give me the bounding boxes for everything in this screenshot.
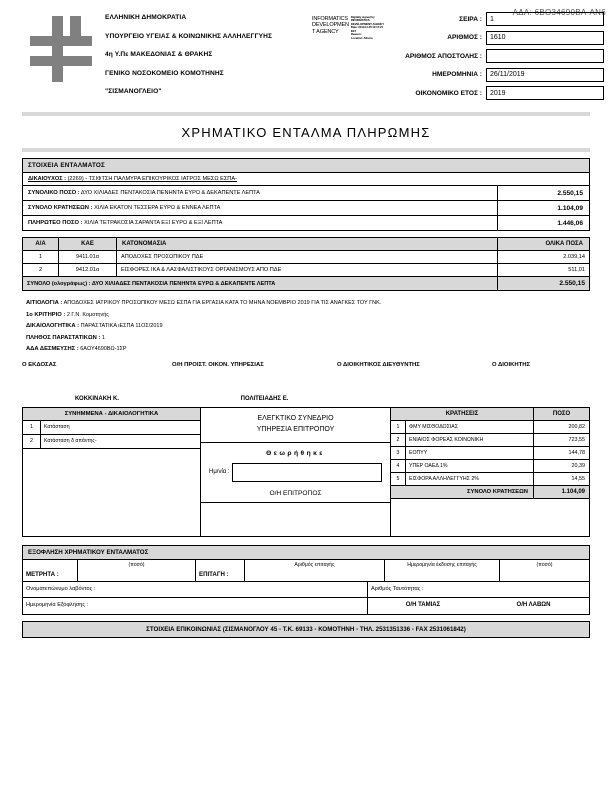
- kratiseis-panel: [391, 408, 589, 536]
- field-imerominia-value[interactable]: 26/11/2019: [486, 68, 604, 82]
- attachment-text-1: Κατάσταση: [44, 424, 70, 430]
- stamp-line-2: DEVELOPMEN: [312, 22, 349, 29]
- ada-desmefsis-value: 6ΑΩΥ4690ΒΩ-1ΣΡ: [80, 346, 127, 352]
- title-rule-bottom: [22, 148, 590, 152]
- aitiologia-row: [26, 300, 586, 306]
- bottom-three-column-section: [22, 407, 590, 537]
- kae-col-amount: ΟΛΙΚΑ ΠΟΣΑ: [498, 238, 590, 251]
- table-row: [391, 421, 589, 434]
- stamp-detail-4: Date: 2019.11.26 12:17:21: [350, 25, 384, 30]
- kratisi-name-2: ΕΝΙΑΙΟΣ ΦΟΡΕΑΣ ΚΟΙΝΩΝΙΚΗ: [409, 437, 484, 443]
- plithos-label: ΠΛΗΘΟΣ ΠΑΡΑΣΤΑΤΙΚΩΝ :: [26, 334, 101, 341]
- dikaiologitika-value: ΠΑΡΑΣΤΑΤΙΚΑ ιΕΣΠΑ 11ΟΣ/2019: [80, 323, 163, 329]
- signature-title-governor: Ο ΔΙΟΙΚΗΤΗΣ: [492, 362, 530, 368]
- total-amount-label: ΣΥΝΟΛΙΚΟ ΠΟΣΟ :: [28, 189, 80, 196]
- beneficiary-value: (2269) - ΤΣΙΦΤΣΗ ΠΑΛΜΥΡΑ ΕΠΙΚΟΥΡΙΚΟΣ ΙΑΤΡΟΣ ΜΕΣΩ ΕΣΠΑ-: [67, 176, 237, 182]
- cashier-signature-label: Ο/Η ΤΑΜΙΑΣ: [405, 602, 441, 608]
- court-title-line2: ΥΠΗΡΕΣΙΑ ΕΠΙΤΡΟΠΟΥ: [256, 425, 335, 433]
- dikaiologitika-row: [26, 323, 586, 329]
- kae-col-desc: ΚΑΤΟΝΟΜΑΣΙΑ: [117, 238, 498, 251]
- kratisi-index-1: 1: [391, 421, 406, 433]
- kratiseis-header-row: [391, 408, 589, 421]
- payable-amount-row: [23, 216, 589, 230]
- field-oikonomiko-etos-value[interactable]: 2019: [486, 86, 604, 100]
- court-title: [201, 408, 390, 443]
- kritirio-label: 1ο ΚΡΙΤΗΡΙΟ :: [26, 311, 66, 318]
- cash-amount-field[interactable]: (ποσό): [78, 560, 196, 581]
- court-date-input[interactable]: [232, 463, 382, 482]
- settlement-header: ΕΞΟΦΛΗΣΗ ΧΡΗΜΑΤΙΚΟΥ ΕΝΤΑΛΜΑΤΟΣ: [23, 546, 589, 560]
- recipient-id-field[interactable]: Αριθμός Ταυτότητας :: [371, 586, 424, 592]
- receiver-signature-label: Ο/Η ΛΑΒΩΝ: [516, 602, 551, 608]
- kae-row2-amount: 511,01: [498, 264, 590, 277]
- reasons-block: [26, 300, 586, 352]
- field-arithmos-value[interactable]: 1610: [486, 31, 604, 45]
- kae-row2-desc: ΕΙΣΦΟΡΕΣ ΙΚΑ & ΛΑΣΦΑΛΙΣΤΙΚΟΥΣ ΟΡΓΑΝΙΣΜΟΥΣ ΑΠΟ ΠΔΕ: [117, 264, 498, 277]
- greek-flag-emblem-icon: [30, 16, 92, 82]
- stamp-detail-6: Reason:: [350, 32, 362, 37]
- kratisi-index-2: 2: [391, 434, 406, 446]
- field-oikonomiko-etos: [344, 86, 604, 101]
- total-amount-words: ΔΥΟ ΧΙΛΙΑΔΕΣ ΠΕΝΤΑΚΟΣΙΑ ΠΕΝΗΝΤΑ ΕΥΡΩ & ΔΕΚΑΠΕΝΤΕ ΛΕΠΤΑ: [80, 189, 260, 196]
- ada-label: ΑΔΑ:: [512, 8, 533, 17]
- field-arithmos-apostolis: [344, 49, 604, 64]
- stamp-detail-7: Location: Athens: [350, 35, 373, 40]
- table-row: [391, 473, 589, 486]
- settlement-recipient-row: [23, 582, 589, 598]
- aitiologia-label: ΑΙΤΙΟΛΟΓΙΑ :: [26, 300, 63, 306]
- stamp-detail-1: Digitally signed by: [350, 15, 375, 19]
- payable-amount-value: 1.446,06: [497, 216, 589, 230]
- kratiseis-col-name: ΚΡΑΤΗΣΕΙΣ: [445, 411, 479, 417]
- entalma-section-header: ΣΤΟΙΧΕΙΑ ΕΝΤΑΛΜΑΤΟΣ: [23, 159, 589, 173]
- ada-desmefsis-row: [26, 346, 586, 352]
- kratisi-amount-4: 20,39: [533, 460, 589, 472]
- kratisi-index-5: 5: [391, 473, 406, 485]
- list-item: [23, 435, 200, 449]
- kritirio-row: [26, 312, 586, 318]
- plithos-row: [26, 335, 586, 341]
- cheque-date-field[interactable]: Ημερομηνία έκδοσης επιταγής: [385, 560, 500, 581]
- table-row: [391, 447, 589, 460]
- payable-amount-words: ΧΙΛΙΑ ΤΕΤΡΑΚΟΣΙΑ ΣΑΡΑΝΤΑ ΕΞΙ ΕΥΡΩ & ΕΞΙ ΛΕΠΤΑ: [84, 219, 223, 226]
- attachment-index-1: 1: [23, 421, 41, 434]
- kratiseis-total-label: ΣΥΝΟΛΟ ΚΡΑΤΗΣΕΩΝ: [467, 489, 528, 495]
- stamp-line-1: INFORMATICS: [312, 16, 348, 22]
- beneficiary-row: [23, 173, 589, 186]
- stamp-detail-5: EET: [350, 28, 357, 33]
- plithos-value: 1: [101, 334, 105, 341]
- kae-col-aa: Α/Α: [23, 238, 59, 251]
- court-date-label: Ημ/νία :: [209, 469, 230, 476]
- deductions-total-value: 1.104,09: [497, 201, 589, 215]
- cheque-label: ΕΠΙΤΑΓΗ :: [196, 560, 245, 581]
- field-oikonomiko-etos-label: ΟΙΚΟΝΟΜΙΚΟ ΕΤΟΣ :: [415, 89, 482, 97]
- total-amount-row: [23, 186, 589, 201]
- field-imerominia-label: ΗΜΕΡΟΜΗΝΙΑ :: [432, 71, 482, 79]
- kratisi-index-3: 3: [391, 447, 406, 459]
- kae-row1-code: 9411.01α: [59, 251, 117, 264]
- aitiologia-value: ΑΠΟΔΟΧΕΣ ΙΑΤΡΙΚΟΥ ΠΡΟΣΩΠΙΚΟΥ ΜΕΣΩ ΕΣΠΑ ΓΙΑ ΕΡΓΑΣΙΑ ΚΑΤΑ ΤΟ ΜΗΝΑ ΝΟΕΜΒΡΙΟ 2019 ΓΙΑ ΤΙΣ ΑΝΑΓΚΕΣ ΤΟΥ ΓΝΚ.: [63, 300, 382, 306]
- deductions-total-row: [23, 201, 589, 216]
- signature-names-row: [22, 396, 590, 402]
- kratisi-name-5: ΕΙΣΦΟΡΑ ΑΛΛΗΛΕΓΓΥΗΣ 2%: [409, 476, 479, 482]
- entalma-panel: [22, 158, 590, 231]
- attachments-blank-area: [23, 449, 200, 536]
- org-line-1: ΕΛΛΗΝΙΚΗ ΔΗΜΟΚΡΑΤΙΑ: [105, 14, 187, 21]
- org-line-2: ΥΠΟΥΡΓΕΙΟ ΥΓΕΙΑΣ & ΚΟΙΝΩΝΙΚΗΣ ΑΛΛΗΛΕΓΓΥΗΣ: [105, 32, 273, 40]
- field-arithmos-label: ΑΡΙΘΜΟΣ :: [447, 34, 482, 42]
- kae-header-row: [23, 238, 590, 251]
- table-row: [23, 251, 590, 264]
- kratiseis-total-row: [391, 486, 589, 499]
- kratisi-name-3: ΕΟΠΥΥ: [409, 450, 428, 456]
- kratisi-amount-5: 14,55: [533, 473, 589, 485]
- kae-table: [22, 237, 590, 291]
- cash-label: ΜΕΤΡΗΤΑ :: [23, 560, 78, 581]
- kratiseis-col-amount: ΠΟΣΟ: [533, 408, 589, 420]
- signature-titles-row: [22, 362, 590, 368]
- dikaiologitika-label: ΔΙΚΑΙΟΛΟΓΗΤΙΚΑ :: [26, 323, 80, 329]
- settlement-payment-row: [23, 560, 589, 582]
- court-title-line1: ΕΛΕΓΚΤΙΚΟ ΣΥΝΕΔΡΙΟ: [257, 415, 334, 422]
- field-imerominia: [344, 68, 604, 83]
- stamp-detail-3: DEVELOPMENT AGENCY: [350, 21, 385, 26]
- table-row: [391, 434, 589, 447]
- kae-col-code: ΚΑΕ: [59, 238, 117, 251]
- signature-name-1: ΚΟΚΚΙΝΑΚΗ Κ.: [74, 396, 120, 402]
- stamp-detail-2: INFORMATICS: [350, 18, 370, 23]
- payable-amount-label: ΠΛΗΡΩΤΕΟ ΠΟΣΟ :: [28, 219, 83, 226]
- deductions-total-words: ΧΙΛΙΑ ΕΚΑΤΟΝ ΤΕΣΣΕΡΑ ΕΥΡΩ & ΕΝΝΕΑ ΛΕΠΤΑ: [94, 204, 221, 211]
- attachments-header: ΣΥΝΗΜΜΕΝΑ - ΔΙΚΑΙΟΛΟΓΗΤΙΚΑ: [23, 408, 200, 421]
- cheque-amount-field[interactable]: (ποσό): [536, 562, 553, 568]
- court-body: [201, 443, 390, 503]
- kratisi-amount-1: 200,82: [533, 421, 589, 433]
- header-fields: [344, 12, 604, 105]
- field-seira-label: ΣΕΙΡΑ :: [459, 15, 482, 23]
- signature-name-2: ΠΟΛΙΤΕΙΑΔΗΣ Ε.: [240, 396, 289, 402]
- org-line-5: "ΣΙΣΜΑΝΟΓΛΕΙΟ": [105, 88, 162, 95]
- attachment-text-2: Κατάσταση δ απάντης-: [44, 438, 97, 444]
- signature-title-admin-director: Ο ΔΙΟΙΚΗΤΙΚΟΣ ΔΙΕΥΘΥΝΤΗΣ: [337, 362, 420, 368]
- kritirio-value: 2 Γ.Ν. Κομοτηνής: [66, 311, 109, 318]
- deductions-total-label: ΣΥΝΟΛΟ ΚΡΑΤΗΣΕΩΝ :: [28, 204, 93, 211]
- kratisi-amount-3: 144,78: [533, 447, 589, 459]
- cheque-number-field[interactable]: Αριθμός επιταγής: [245, 560, 385, 581]
- recipient-name-field[interactable]: Ονοματεπώνυμο λαβόντος :: [23, 582, 368, 597]
- settlement-date-row: [23, 598, 589, 614]
- field-arithmos-apostolis-label: ΑΡΙΘΜΟΣ ΑΠΟΣΤΟΛΗΣ :: [405, 52, 482, 60]
- court-blank-area: [201, 503, 390, 536]
- kratisi-amount-2: 723,55: [533, 434, 589, 446]
- kratisi-index-4: 4: [391, 460, 406, 472]
- field-seira-value[interactable]: 1: [486, 12, 604, 26]
- kae-row1-aa: 1: [23, 251, 59, 264]
- court-theorithike-label: Θεωρήθηκε: [266, 449, 325, 457]
- field-arithmos-apostolis-value[interactable]: [486, 49, 604, 63]
- contact-footer: ΣΤΟΙΧΕΙΑ ΕΠΙΚΟΙΝΩΝΙΑΣ (ΣΙΣΜΑΝΟΓΛΟΥ 45 - Τ.Κ. 69133 - ΚΟΜΟΤΗΝΗ - ΤΗΛ. 2531351336 - FAX 2531061842): [22, 621, 590, 638]
- settlement-panel: [22, 545, 590, 615]
- kratisi-name-1: ΦΜΥ ΜΙΣΘΟΔΟΣΙΑΣ: [409, 424, 458, 430]
- kae-total-row: [23, 277, 590, 291]
- kratiseis-blank-area: [391, 499, 589, 536]
- kae-total-amount: 2.550,15: [498, 277, 590, 291]
- kae-total-label: ΣΥΝΟΛΟ (ολογράφως) : ΔΥΟ ΧΙΛΙΑΔΕΣ ΠΕΝΤΑΚΟΣΙΑ ΠΕΝΗΝΤΑ ΕΥΡΩ & ΔΕΚΑΠΕΝΤΕ ΛΕΠΤΑ: [23, 277, 498, 291]
- signature-title-issuer: Ο ΕΚΔΟΣΑΣ: [22, 362, 57, 368]
- attachment-index-2: 2: [23, 435, 41, 448]
- kae-row1-desc: ΑΠΟΔΟΧΕΣ ΠΡΟΣΩΠΙΚΟΥ ΠΔΕ: [117, 251, 498, 264]
- table-row: [23, 264, 590, 277]
- kae-row1-amount: 2.039,14: [498, 251, 590, 264]
- kae-row2-code: 9412.01α: [59, 264, 117, 277]
- kratisi-name-4: ΥΠΕΡ ΟΑΕΔ 1%: [409, 463, 448, 469]
- payment-date-field[interactable]: Ημερομηνία Εξόφλησης :: [23, 598, 368, 614]
- org-line-3: 4η Υ.Πε ΜΑΚΕΔΟΝΙΑΣ & ΘΡΑΚΗΣ: [105, 51, 213, 58]
- stamp-line-3: T AGENCY: [312, 28, 339, 35]
- court-date-row: [201, 463, 390, 482]
- total-amount-value: 2.550,15: [497, 186, 589, 200]
- org-line-4: ΓΕΝΙΚΟ ΝΟΣΟΚΟΜΕΙΟ ΚΟΜΟΤΗΝΗΣ: [105, 69, 224, 77]
- page-title: ΧΡΗΜΑΤΙΚΟ ΕΝΤΑΛΜΑ ΠΛΗΡΩΜΗΣ: [181, 125, 431, 140]
- court-panel: [201, 408, 391, 536]
- table-row: [391, 460, 589, 473]
- document-header: [0, 0, 612, 108]
- beneficiary-label: ΔΙΚΑΙΟΥΧΟΣ :: [28, 176, 66, 182]
- ada-value: 6ΒΟ34690ΒΑ-ΑΝ6: [534, 8, 606, 17]
- kratiseis-total-amount: 1.104,09: [533, 486, 589, 498]
- attachments-panel: [23, 408, 201, 536]
- court-footer-label: Ο/Η ΕΠΙΤΡΟΠΟΣ: [269, 489, 322, 497]
- signature-title-finance-head: Ο/Η ΠΡΟΙΣΤ. ΟΙΚΟΝ. ΥΠΗΡΕΣΙΑΣ: [172, 362, 264, 368]
- ada-desmefsis-label: ΑΔΑ ΔΕΣΜΕΥΣΗΣ :: [26, 346, 79, 352]
- kae-row2-aa: 2: [23, 264, 59, 277]
- list-item: [23, 421, 200, 435]
